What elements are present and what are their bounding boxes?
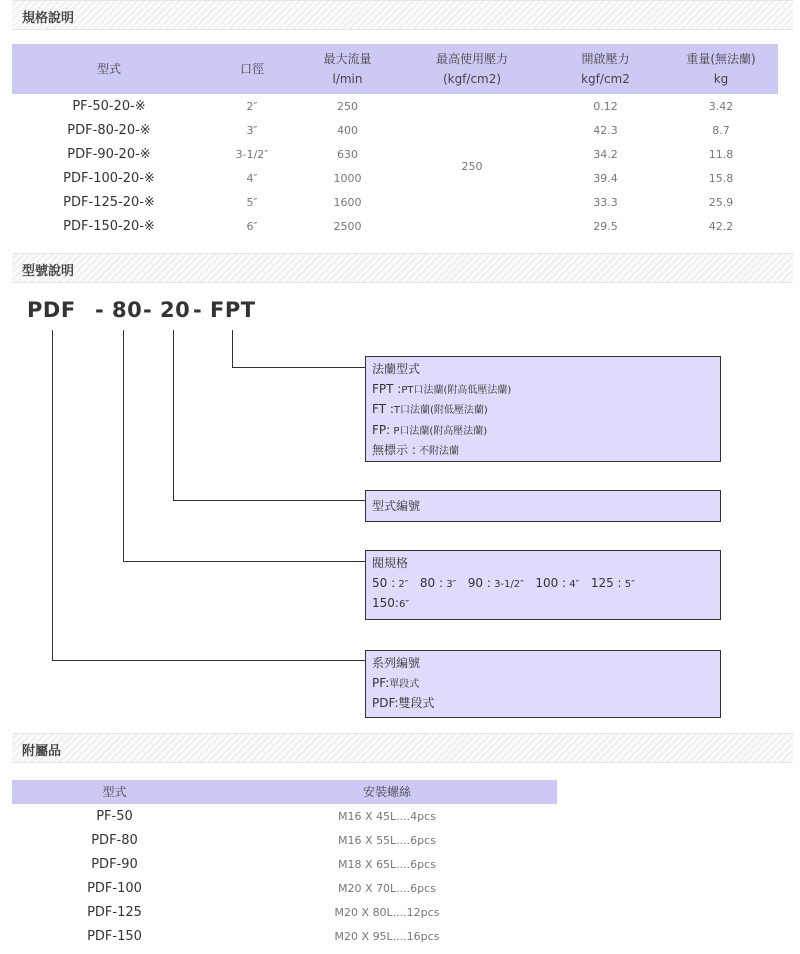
table-row [12,94,778,118]
table-row [12,876,557,900]
spec-cell-open-pressure: 42.3 [593,123,618,137]
accessory-header-bolt: 安裝螺絲 [217,780,557,804]
accessory-cell-bolt: M18 X 65L....6pcs [338,857,436,871]
connector-series-vertical [52,330,53,661]
connector-flange-horizontal [232,367,365,368]
table-row [12,924,557,948]
accessory-cell-bolt: M16 X 45L....4pcs [338,809,436,823]
spec-cell-weight: 11.8 [708,147,734,161]
code-series: PDF [27,298,76,322]
accessory-table-header [12,780,557,804]
spec-cell-model: PDF-125-20-※ [63,194,155,210]
spec-cell-model: PDF-100-20-※ [63,170,155,186]
valve-size-line: 150:6″ [372,596,410,610]
spec-cell-model: PF-50-20-※ [72,98,146,114]
code-flange: - FPT [193,298,256,322]
spec-cell-open-pressure: 29.5 [593,219,618,233]
series-number-line: PF:單段式 [372,675,420,690]
accessory-cell-model: PDF-90 [91,856,138,872]
spec-header-weight: 重量(無法蘭) kg [664,44,778,94]
spec-cell-open-pressure: 0.12 [593,99,618,113]
accessory-cell-model: PDF-125 [87,904,142,920]
flange-type-line: FP: P口法蘭(附高壓法蘭) [372,422,488,437]
accessory-cell-bolt: M16 X 55L....6pcs [338,833,436,847]
table-row [12,190,778,214]
spec-cell-flow: 1000 [333,171,362,185]
spec-cell-weight: 8.7 [712,123,730,137]
table-row [12,804,557,828]
section-title-spec: 規格說明 [22,11,75,26]
table-row [12,828,557,852]
section-header-model [12,253,793,283]
valve-size-line: 50 : 2″ 80 : 3″ 90 : 3-1/2″ 100 : 4″ 125 : 5″ [372,575,635,590]
spec-cell-model: PDF-90-20-※ [67,146,151,162]
spec-cell-flow: 2500 [333,219,362,233]
spec-cell-bore: 4″ [246,171,258,185]
spec-header-open-pressure: 開啟壓力 kgf/cm2 [547,44,664,94]
valve-size-title: 閥規格 [372,556,409,570]
spec-cell-bore: 6″ [246,219,258,233]
spec-cell-bore: 2″ [246,99,258,113]
flange-type-line: FT :T口法蘭(附低壓法蘭) [372,402,488,416]
code-bore: - 80 [95,298,143,322]
code-type: - 20 [143,298,191,322]
accessory-table [12,780,557,948]
accessory-cell-bolt: M20 X 70L....6pcs [338,881,436,895]
connector-type-horizontal [173,500,365,501]
spec-cell-flow: 400 [337,123,358,137]
spec-cell-bore: 3-1/2″ [235,147,269,161]
section-title-accessory: 附屬品 [22,744,62,759]
spec-cell-model: PDF-150-20-※ [63,218,155,234]
spec-cell-model: PDF-80-20-※ [67,122,151,138]
spec-cell-open-pressure: 39.4 [593,171,618,185]
spec-table-header [12,44,778,94]
type-number-box [365,490,721,522]
flange-type-box [365,356,721,462]
spec-header-bore: 口徑 [206,44,298,94]
spec-cell-flow: 250 [337,99,358,113]
spec-header-model: 型式 [12,44,206,94]
spec-cell-open-pressure: 33.3 [593,195,618,209]
spec-cell-flow: 1600 [333,195,362,209]
spec-cell-weight: 25.9 [708,195,734,209]
table-row [12,118,778,142]
connector-bore-horizontal [123,561,365,562]
accessory-cell-model: PDF-80 [91,832,138,848]
table-row [12,214,778,238]
flange-type-line: 無標示 : 不附法蘭 [372,443,460,457]
spec-cell-open-pressure: 34.2 [593,147,618,161]
spec-cell-max-pressure: 250 [461,159,483,173]
flange-type-title: 法蘭型式 [372,362,421,376]
table-row [12,166,778,190]
table-row [12,142,778,166]
accessory-header-model: 型式 [12,780,217,804]
spec-cell-bore: 5″ [246,195,258,209]
connector-series-horizontal [52,660,365,661]
spec-table [12,44,778,238]
accessory-cell-model: PDF-150 [87,928,142,944]
connector-type-vertical [173,330,174,501]
spec-cell-weight: 3.42 [708,99,734,113]
connector-flange-vertical [232,330,233,368]
connector-bore-vertical [123,330,124,562]
series-number-line: PDF:雙段式 [372,696,435,710]
section-header-accessory [12,733,793,763]
table-row [12,852,557,876]
spec-cell-flow: 630 [337,147,358,161]
spec-header-flow: 最大流量 l/min [298,44,397,94]
flange-type-line: FPT :PT口法蘭(附高低壓法蘭) [372,381,512,396]
accessory-cell-model: PF-50 [96,808,133,824]
spec-cell-bore: 3″ [246,123,258,137]
series-number-box [365,650,721,718]
section-header-spec [12,0,793,30]
series-number-title: 系列編號 [372,656,421,670]
type-number-title: 型式編號 [372,499,421,513]
accessory-cell-bolt: M20 X 95L....16pcs [334,929,440,943]
accessory-cell-model: PDF-100 [87,880,142,896]
table-row [12,900,557,924]
spec-cell-weight: 15.8 [708,171,734,185]
spec-header-max-pressure: 最高使用壓力 (kgf/cm2) [397,44,547,94]
accessory-cell-bolt: M20 X 80L....12pcs [334,905,440,919]
valve-size-box [365,550,721,620]
spec-cell-weight: 42.2 [708,219,734,233]
section-title-model: 型號說明 [22,264,75,279]
